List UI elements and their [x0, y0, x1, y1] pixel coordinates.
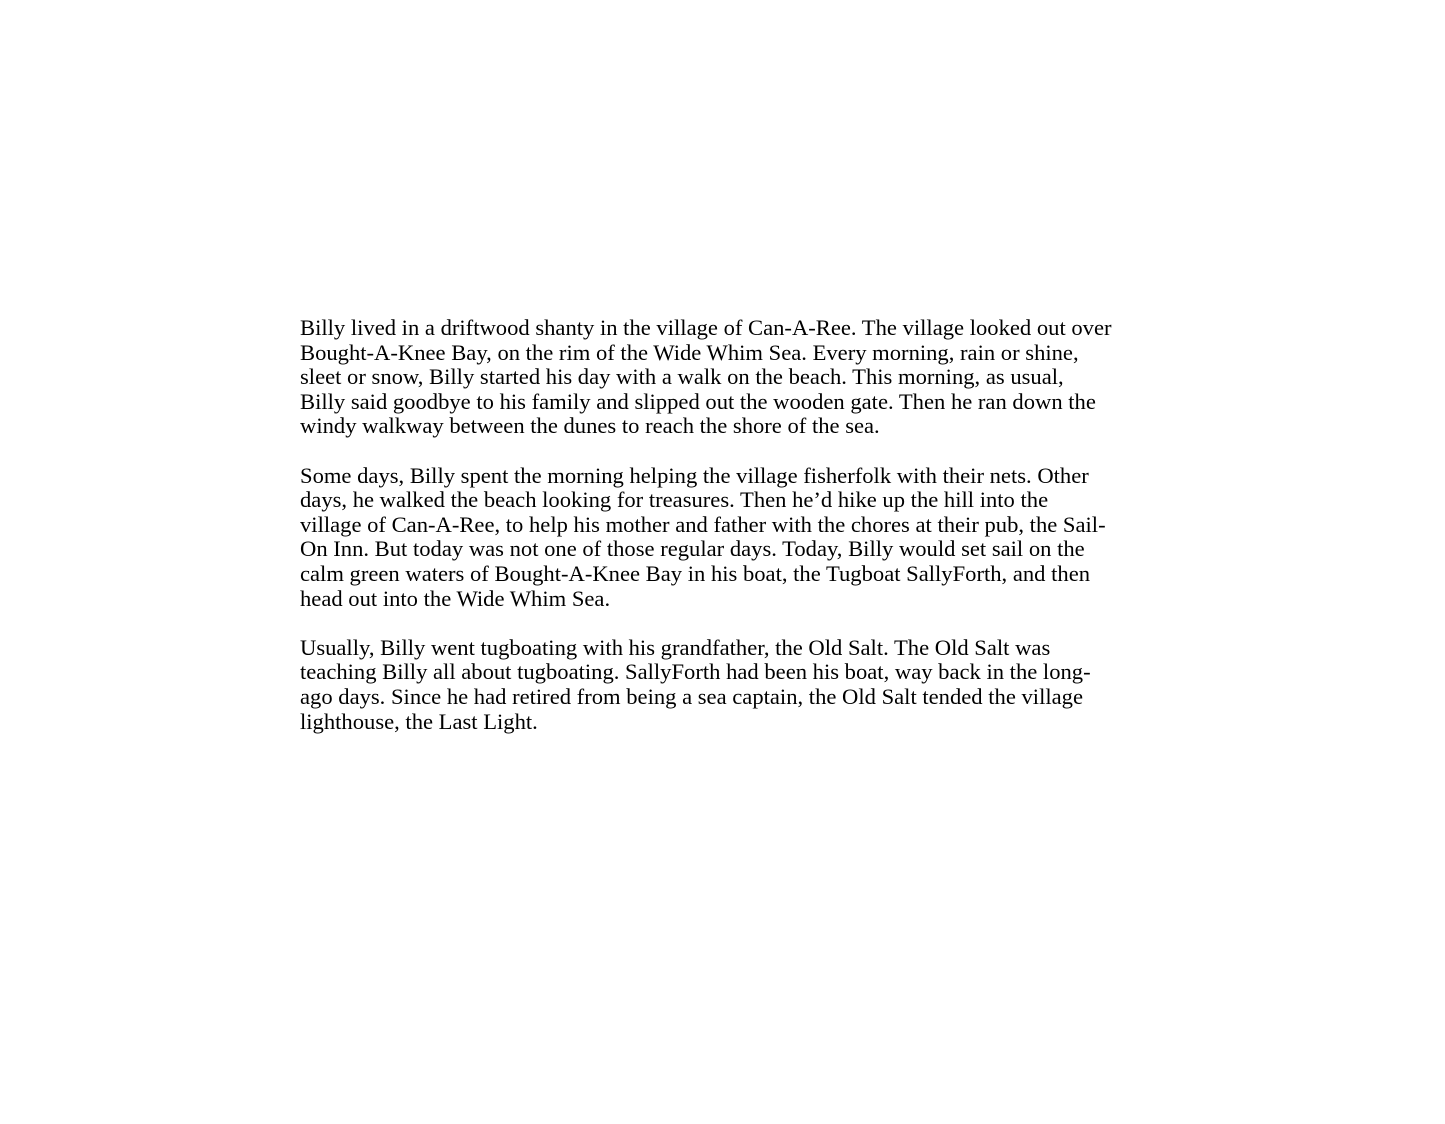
paragraph-2: [300, 464, 1160, 612]
text-line: Usually, Billy went tugboating with his grandfather, the Old Salt. The Old Salt was: [300, 634, 1051, 660]
paragraph-1: [300, 316, 1160, 439]
text-line: Bought-A-Knee Bay, on the rim of the Wide Whim Sea. Every morning, rain or shine,: [300, 339, 1079, 365]
text-line: Billy said goodbye to his family and slipped out the wooden gate. Then he ran down the: [300, 388, 1096, 414]
text-line: windy walkway between the dunes to reach the shore of the sea.: [300, 413, 880, 439]
text-line: Some days, Billy spent the morning helping the village fisherfolk with their nets. Other: [300, 462, 1089, 488]
text-line: head out into the Wide Whim Sea.: [300, 585, 611, 611]
text-line: ago days. Since he had retired from being a sea captain, the Old Salt tended the village: [300, 683, 1083, 709]
text-line: Billy lived in a driftwood shanty in the village of Can-A-Ree. The village looked out over: [300, 315, 1112, 340]
story-text: [300, 316, 1160, 759]
text-line: teaching Billy all about tugboating. SallyForth had been his boat, way back in the long-: [300, 659, 1091, 685]
text-line: On Inn. But today was not one of those regular days. Today, Billy would set sail on the: [300, 536, 1085, 562]
text-line: sleet or snow, Billy started his day with a walk on the beach. This morning, as usual,: [300, 364, 1064, 390]
paragraph-3: [300, 636, 1160, 734]
text-line: lighthouse, the Last Light.: [300, 708, 538, 734]
text-line: village of Can-A-Ree, to help his mother and father with the chores at their pub, the Sail-: [300, 511, 1106, 537]
text-line: calm green waters of Bought-A-Knee Bay in his boat, the Tugboat SallyForth, and then: [300, 560, 1091, 586]
text-line: days, he walked the beach looking for treasures. Then he’d hike up the hill into the: [300, 487, 1049, 513]
